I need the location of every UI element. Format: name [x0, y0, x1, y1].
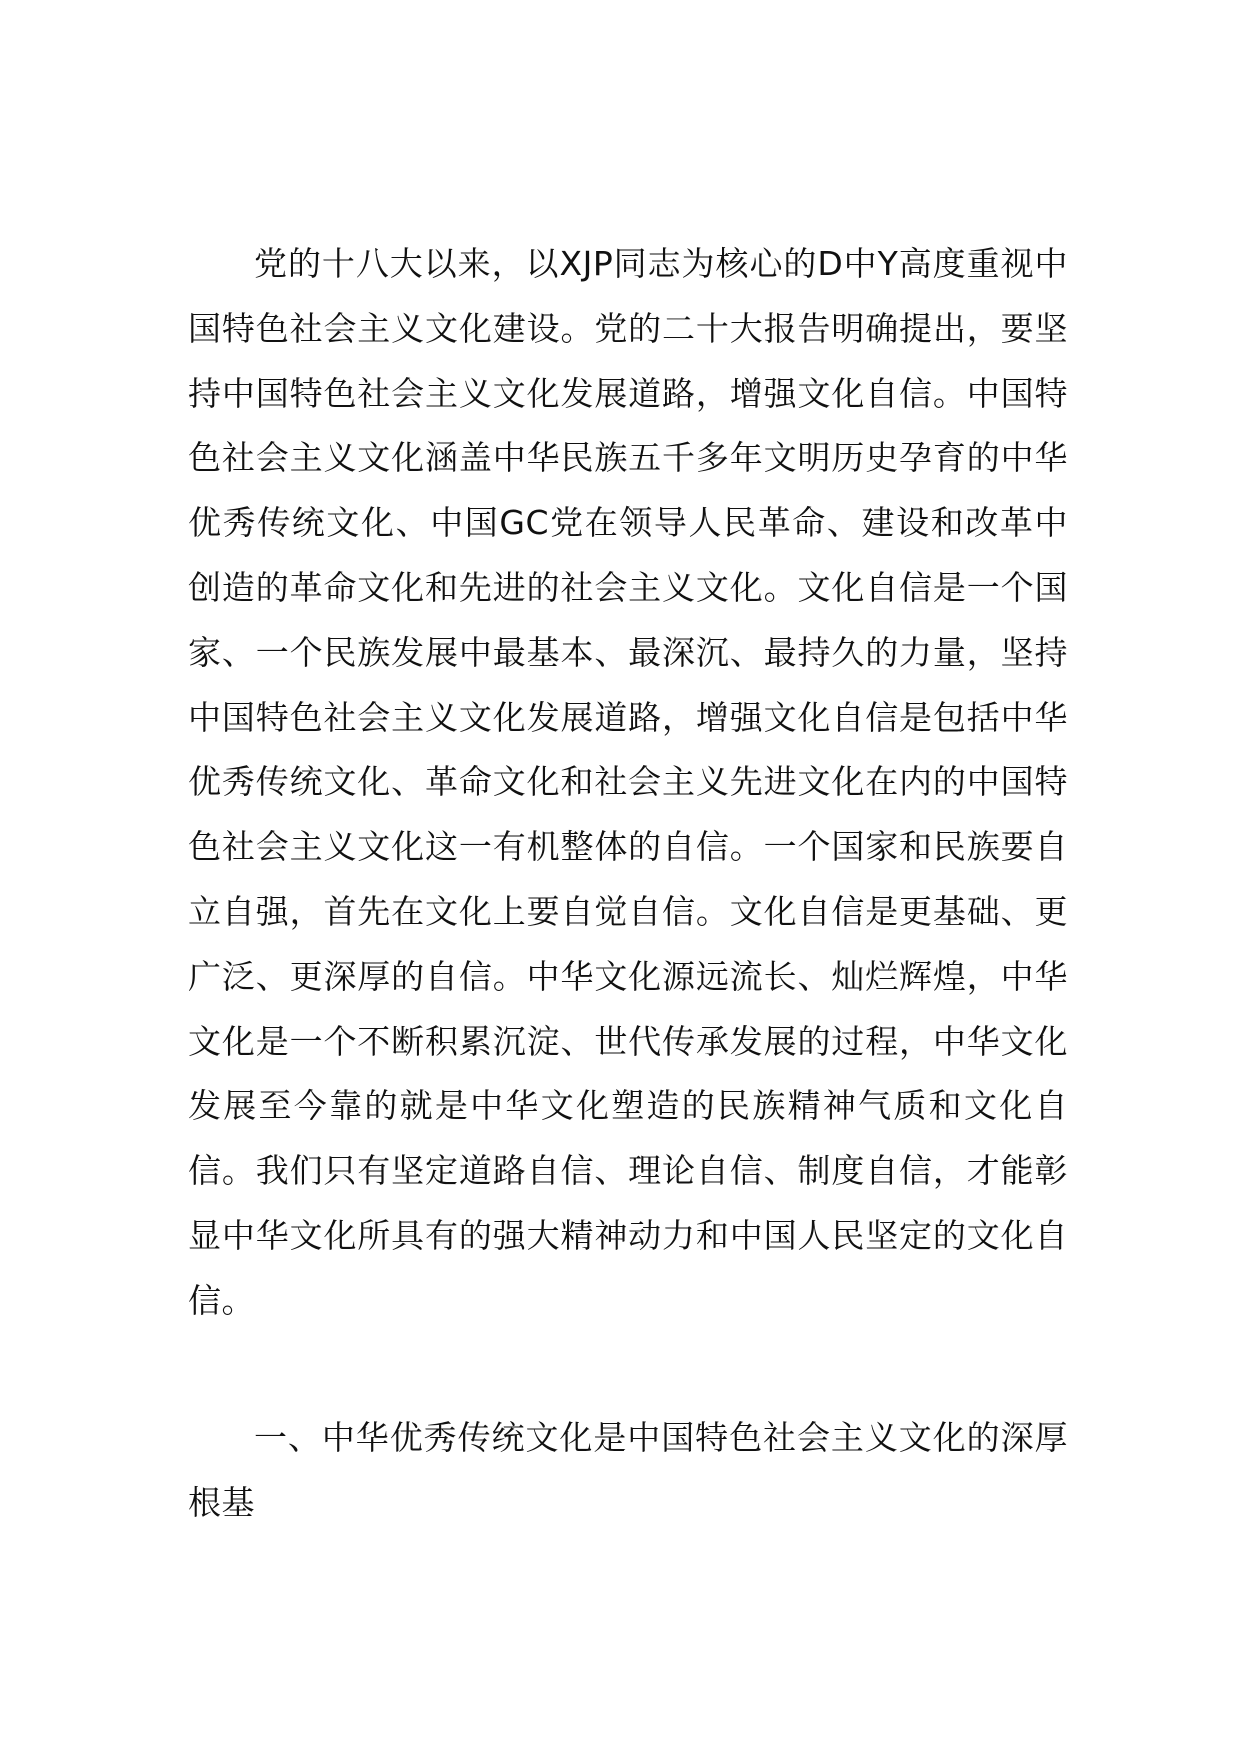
section-heading: 一、中华优秀传统文化是中国特色社会主义文化的深厚根基 [188, 1418, 1068, 1522]
body-paragraph: 党的十八大以来，以XJP同志为核心的D中Y高度重视中国特色社会主义文化建设。党的二十大报告明确提出，要坚持中国特色社会主义文化发展道路，增强文化自信。中国特色社会主义文化涵盖中华民族五千多年文明历史孕育的中华优秀传统文化、中国GC党在领导人民革命、建设和改革中创造的革命文化和先进的社会主义文化。文化自信是一个国家、一个民族发展中最基本、最深沉、最持久的力量，坚持中国特色社会主义文化发展道路，增强文化自信是包括中华优秀传统文化、革命文化和社会主义先进文化在内的中国特色社会主义文化这一有机整体的自信。一个国家和民族要自立自强，首先在文化上要自觉自信。文化自信是更基础、更广泛、更深厚的自信。中华文化源远流长、灿烂辉煌，中华文化是一个不断积累沉淀、世代传承发展的过程，中华文化发展至今靠的就是中华文化塑造的民族精神气质和文化自信。我们只有坚定道路自信、理论自信、制度自信，才能彰显中华文化所具有的强大精神动力和中国人民坚定的文化自信。 [188, 244, 1068, 1320]
